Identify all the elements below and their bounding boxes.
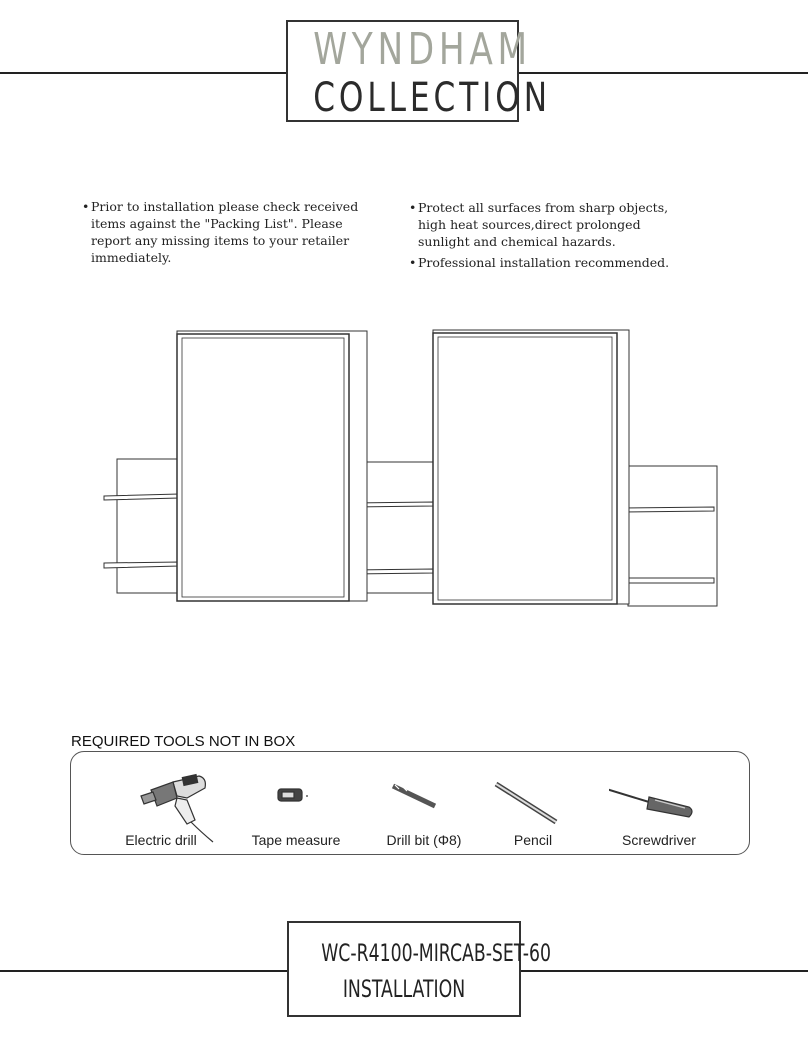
note-item [409, 254, 694, 271]
note-text: Professional installation recommended. [418, 255, 670, 270]
note-text: Prior to installation please check received items against the "Packing List". Please report any missing items to your retailer immediately. [91, 199, 359, 265]
note-text: Protect all surfaces from sharp objects, high heat sources,direct prolonged sunlight and chemical hazards. [418, 200, 669, 249]
screwdriver-icon [609, 752, 709, 832]
tool-label-electric-drill: Electric drill [125, 832, 197, 848]
note-item [409, 199, 694, 250]
right-mirror [438, 337, 612, 600]
model-title-box [287, 921, 552, 1017]
footer-rule-left [0, 970, 288, 972]
tape-measure-icon [246, 752, 346, 832]
brand-line-2: COLLECTION [313, 75, 551, 121]
bullet: • [409, 255, 417, 270]
bullet: • [409, 200, 417, 215]
bullet: • [82, 199, 90, 214]
installation-title: INSTALLATION [342, 975, 466, 1003]
drill-bit-icon [381, 752, 481, 832]
right-shelf-bottom [620, 578, 714, 583]
footer-rule-right [520, 970, 808, 972]
right-side-panel [628, 466, 717, 606]
tool-label-screwdriver: Screwdriver [622, 832, 696, 848]
left-mirror [182, 338, 344, 597]
brand-line-1: WYNDHAM [313, 24, 532, 75]
tools-panel [70, 751, 750, 855]
tools-title: REQUIRED TOOLS NOT IN BOX [71, 733, 296, 750]
tool-label-pencil: Pencil [513, 832, 553, 848]
brand-logo [286, 20, 551, 122]
notes-left [82, 198, 382, 270]
header-rule-right [519, 72, 808, 74]
tool-label-drill-bit: Drill bit (Φ8) [386, 832, 462, 848]
tool-label-tape-measure: Tape measure [251, 832, 341, 848]
note-item [82, 198, 382, 266]
right-shelf-top [620, 507, 714, 512]
header-rule-left [0, 72, 287, 74]
notes-right [409, 199, 694, 275]
left-side-panel [117, 459, 179, 593]
mirror-cabinet-set-diagram [100, 325, 720, 610]
pencil-icon [486, 752, 581, 832]
model-number: WC-R4100-MIRCAB-SET-60 [321, 939, 552, 967]
